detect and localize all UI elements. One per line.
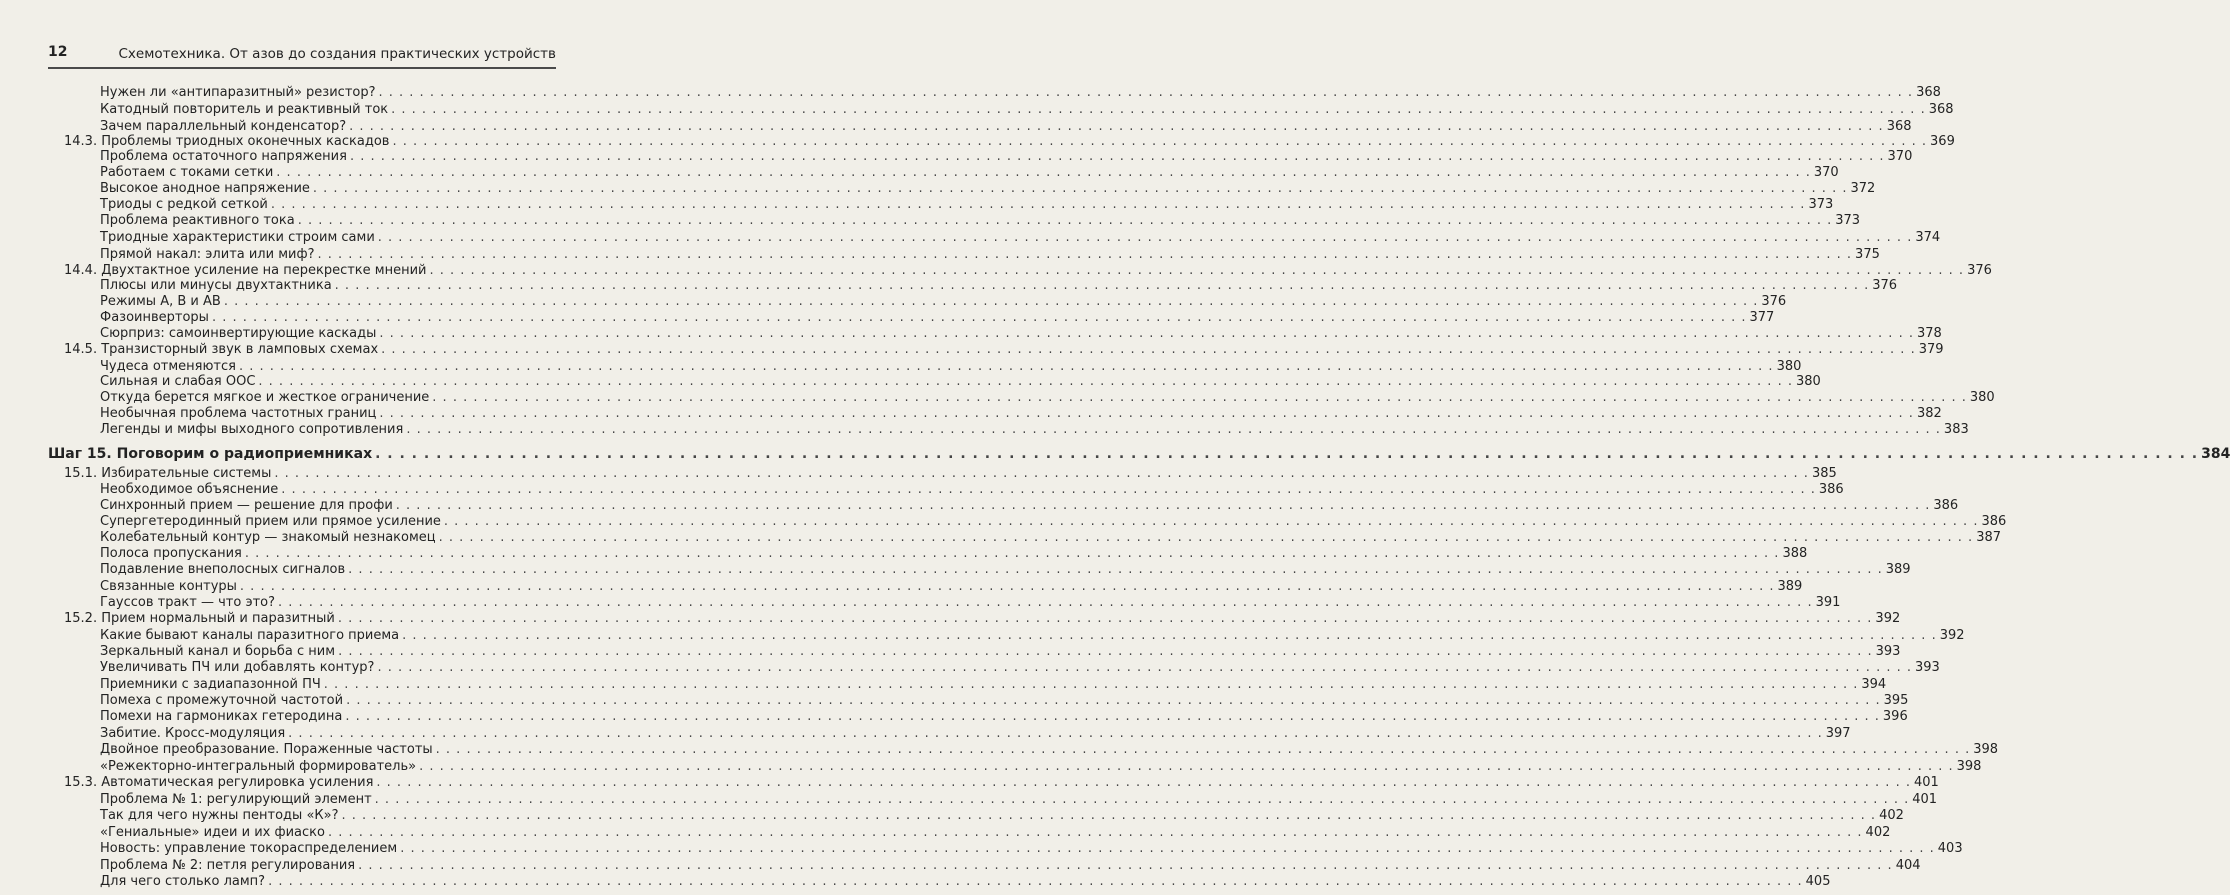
toc-entry-title: Проблема № 1: регулирующий элемент bbox=[100, 792, 372, 807]
toc-entry-title: Приемники с задиапазонной ПЧ bbox=[100, 677, 321, 692]
toc-page-number: 387 bbox=[1976, 530, 2002, 545]
toc-subsection bbox=[100, 807, 1904, 824]
dot-leader: . . . . . . . . . . . . . . . . . . . . . . . . . . . . . . . . . . . . . . . . . . . . . . . . . . . . . . . . . . . . . . . . . . . . . . . . . . . . . . . . . . . . . . . . . . . . . . . . . . . . . . . . . . . . . . . . . . . . . . . . . . . . . . . . . . . . . . . . . . . . . . . . . . . . . . bbox=[276, 165, 1811, 180]
toc-page-number: 373 bbox=[1835, 213, 1861, 228]
toc-page-number: 393 bbox=[1915, 660, 1940, 675]
toc-page-number: 404 bbox=[1895, 858, 1921, 873]
toc-page-number: 391 bbox=[1815, 595, 1841, 610]
toc-page-number: 375 bbox=[1855, 247, 1880, 262]
toc-entry-title: Режимы А, В и АВ bbox=[100, 294, 221, 309]
dot-leader: . . . . . . . . . . . . . . . . . . . . . . . . . . . . . . . . . . . . . . . . . . . . . . . . . . . . . . . . . . . . . . . . . . . . . . . . . . . . . . . . . . . . . . . . . . . . . . . . . . . . . . . . . . . . . . . . . . . . . . . . . . . . . . . . . . . . . . . . . . . . . . . . . . . . . . bbox=[435, 742, 1971, 757]
toc-page-number: 385 bbox=[1811, 466, 1837, 481]
dot-leader: . . . . . . . . . . . . . . . . . . . . . . . . . . . . . . . . . . . . . . . . . . . . . . . . . . . . . . . . . . . . . . . . . . . . . . . . . . . . . . . . . . . . . . . . . . . . . . . . . . . . . . . . . . . . . . . . . . . . . . . . . . . . . . . . . . . . . . . . . . . . . . . . . . . . . . bbox=[381, 342, 1916, 357]
toc-subsection bbox=[100, 529, 2002, 546]
toc-page-number: 379 bbox=[1918, 342, 1944, 357]
toc-subsection bbox=[100, 725, 1851, 742]
dot-leader: . . . . . . . . . . . . . . . . . . . . . . . . . . . . . . . . . . . . . . . . . . . . . . . . . . . . . . . . . . . . . . . . . . . . . . . . . . . . . . . . . . . . . . . . . . . . . . . . . . . . . . . . . . . . . . . . . . . . . . . . . . . . . . . . . . . . . . . . . . . . . . . . . . . . . . bbox=[349, 119, 1884, 134]
toc-subsection bbox=[100, 659, 1940, 676]
toc-entry-title: «Гениальные» идеи и их фиаско bbox=[100, 825, 325, 840]
toc-subsection bbox=[100, 164, 1839, 181]
dot-leader: . . . . . . . . . . . . . . . . . . . . . . . . . . . . . . . . . . . . . . . . . . . . . . . . . . . . . . . . . . . . . . . . . . . . . . . . . . . . . . . . . . . . . . . . . . . . . . . . . . . . . . . . . . . . . . . . . . . . . . . . . . . . . . . . . . . . . . . . . . . . . . . . . . . . . . bbox=[268, 874, 1803, 889]
dot-leader: . . . . . . . . . . . . . . . . . . . . . . . . . . . . . . . . . . . . . . . . . . . . . . . . . . . . . . . . . . . . . . . . . . . . . . . . . . . . . . . . . . . . . . . . . . . . . . . . . . . . . . . . . . . . . . . . . . . . . . . . . . . . . . . . . . . . . . . . . . . . . . . . . . . . . . bbox=[392, 134, 1928, 149]
dot-leader: . . . . . . . . . . . . . . . . . . . . . . . . . . . . . . . . . . . . . . . . . . . . . . . . . . . . . . . . . . . . . . . . . . . . . . . . . . . . . . . . . . . . . . . . . . . . . . . . . . . . . . . . . . . . . . . . . . . . . . . . . . . . . . . . . . . . . . . . . . . . . . . . . . . . . . bbox=[432, 390, 1967, 405]
toc-page-number: 380 bbox=[1795, 374, 1821, 389]
toc-entry-title: 15.1. Избирательные системы bbox=[64, 466, 272, 481]
dot-leader: . . . . . . . . . . . . . . . . . . . . . . . . . . . . . . . . . . . . . . . . . . . . . . . . . . . . . . . . . . . . . . . . . . . . . . . . . . . . . . . . . . . . . . . . . . . . . . . . . . . . . . . . . . . . . . . . . . . . . . . . . . . . . . . . . . . . . . . . . . . . . . . . . . . . . . bbox=[239, 579, 1775, 594]
dot-leader: . . . . . . . . . . . . . . . . . . . . . . . . . . . . . . . . . . . . . . . . . . . . . . . . . . . . . . . . . . . . . . . . . . . . . . . . . . . . . . . . . . . . . . . . . . . . . . . . . . . . . . . . . . . . . . . . . . . . . . . . . . . . . . . . . . . . . . . . . . . . . . . . . . . . . . bbox=[274, 466, 1809, 481]
toc-subsection bbox=[100, 758, 1982, 775]
toc-section bbox=[64, 341, 1944, 358]
toc-page-number: 401 bbox=[1913, 775, 1939, 790]
toc-entry-title: Колебательный контур — знакомый незнакомец bbox=[100, 530, 436, 545]
toc-page-number: 369 bbox=[1930, 134, 1955, 149]
toc-page-number: 402 bbox=[1879, 808, 1904, 823]
toc-subsection bbox=[100, 497, 1959, 514]
dot-leader: . . . . . . . . . . . . . . . . . . . . . . . . . . . . . . . . . . . . . . . . . . . . . . . . . . . . . . . . . . . . . . . . . . . . . . . . . . . . . . . . . . . . . . . . . . . . . . . . . . . . . . . . . . . . . . . . . . . . . . . . . . . . . . . . . . . . . . . . . . . . . . . . . . . . . . bbox=[391, 102, 1926, 117]
toc-entry-title: Подавление внеполосных сигналов bbox=[100, 562, 346, 577]
toc-entry-title: 15.3. Автоматическая регулировка усиления bbox=[64, 775, 374, 790]
dot-leader: . . . . . . . . . . . . . . . . . . . . . . . . . . . . . . . . . . . . . . . . . . . . . . . . . . . . . . . . . . . . . . . . . . . . . . . . . . . . . . . . . . . . . . . . . . . . . . . . . . . . . . . . . . . . . . . . . . . . . . . . . . . . . . . . . . . . . . . . . . . . . . . . . . . . . . bbox=[281, 482, 1816, 497]
dot-leader: . . . . . . . . . . . . . . . . . . . . . . . . . . . . . . . . . . . . . . . . . . . . . . . . . . . . . . . . . . . . . . . . . . . . . . . . . . . . . . . . . . . . . . . . . . . . . . . . . . . . . . . . . . . . . . . . . . . . . . . . . . . . . . . . . . . . . . . . . . . . . . . . . . . . . . bbox=[377, 660, 1913, 675]
dot-leader: . . . . . . . . . . . . . . . . . . . . . . . . . . . . . . . . . . . . . . . . . . . . . . . . . . . . . . . . . . . . . . . . . . . . . . . . . . . . . . . . . . . . . . . . . . . . . . . . . . . . . . . . . . . . . . . . . . . . . . . . . . . . . . . . . . . . . . . . . . . . . . . . . . . . . . bbox=[419, 759, 1954, 774]
dot-leader: . . . . . . . . . . . . . . . . . . . . . . . . . . . . . . . . . . . . . . . . . . . . . . . . . . . . . . . . . . . . . . . . . . . . . . . . . . . . . . . . . . . . . . . . . . . . . . . . . . . . . . . . . . . . . . . . . . . . . . . . . . . . . . . . . . . . . . . . . . . . . . . . . . . . . . bbox=[317, 247, 1853, 262]
toc-entry-title: Проблема остаточного напряжения bbox=[100, 149, 347, 164]
dot-leader: . . . . . . . . . . . . . . . . . . . . . . . . . . . . . . . . . . . . . . . . . . . . . . . . . . . . . . . . . . . . . . . . . . . . . . . . . . . . . . . . . . . . . . . . . . . . . . . . . . . . . . . . . . . . . . . . . . . . . . . . . . . . . . . . . . . . . . . . . . . . . . . . . . . . . . bbox=[376, 775, 1911, 790]
toc-entry-title: Новость: управление токораспределением bbox=[100, 841, 398, 856]
toc-subsection bbox=[100, 545, 1808, 562]
toc-subsection bbox=[100, 84, 1941, 101]
toc-page-number: 372 bbox=[1850, 181, 1876, 196]
toc-subsection bbox=[100, 643, 1901, 660]
dot-leader: . . . . . . . . . . . . . . . . . . . . . . . . . . . . . . . . . . . . . . . . . . . . . . . . . . . . . . . . . . . . . . . . . . . . . . . . . . . . . . . . . . . . . . . . . . . . . . . . . . . . . . . . . . . . . . . . . . . . . . . . . . . . . . . . . . . . . . . . . . . . . . . . . . . . . . bbox=[238, 359, 1774, 374]
toc-subsection bbox=[100, 627, 1965, 644]
toc-entry-title: Высокое анодное напряжение bbox=[100, 181, 310, 196]
toc-section bbox=[64, 610, 1901, 627]
dot-leader: . . . . . . . . . . . . . . . . . . . . . . . . . . . . . . . . . . . . . . . . . . . . . . . . . . . . . . . . . . . . . . . . . . . . . . . . . . . . . . . . . . . . . . . . . . . . . . . . . . . . . . . . . . . . . . . . . . . . . . . . . . . . . . . . . . . . . . . . . . . . . . . . . . . . . . bbox=[323, 677, 1859, 692]
toc-page-number: 368 bbox=[1916, 85, 1941, 100]
toc-subsection bbox=[100, 741, 1999, 758]
toc-section bbox=[64, 465, 1837, 482]
toc-entry-title: Прямой накал: элита или миф? bbox=[100, 247, 315, 262]
toc-entry-title: Откуда берется мягкое и жесткое ограничение bbox=[100, 390, 430, 405]
toc-entry-title: Триоды с редкой сеткой bbox=[100, 197, 268, 212]
toc-page-number: 386 bbox=[1818, 482, 1844, 497]
toc-entry-title: Полоса пропускания bbox=[100, 546, 242, 561]
toc-subsection bbox=[100, 277, 1898, 294]
toc-entry-title: 15.2. Прием нормальный и паразитный bbox=[64, 611, 335, 626]
toc-page-number: 402 bbox=[1865, 825, 1891, 840]
toc-entry-title: Необычная проблема частотных границ bbox=[100, 406, 377, 421]
toc-subsection bbox=[100, 309, 1775, 326]
toc-page-number: 392 bbox=[1939, 628, 1965, 643]
dot-leader: . . . . . . . . . . . . . . . . . . . . . . . . . . . . . . . . . . . . . . . . . . . . . . . . . . . . . . . . . . . . . . . . . . . . . . . . . . . . . . . . . . . . . . . . . . . . . . . . . . . . . . . . . . . . . . . . . . . . . . . . . . . . . . . . . . . . . . . . . . . . . . . . . . . . . . bbox=[377, 230, 1913, 245]
toc-subsection bbox=[100, 824, 1891, 841]
dot-leader: . . . . . . . . . . . . . . . . . . . . . . . . . . . . . . . . . . . . . . . . . . . . . . . . . . . . . . . . . . . . . . . . . . . . . . . . . . . . . . . . . . . . . . . . . . . . . . . . . . . . . . . . . . . . . . . . . . . . . . . . . . . . . . . . . . . . . . . . . . . . . . . . . . . . . . bbox=[297, 213, 1833, 228]
toc-entry-title: Для чего столько ламп? bbox=[100, 874, 266, 889]
toc-entry-title: Необходимое объяснение bbox=[100, 482, 279, 497]
dot-leader: . . . . . . . . . . . . . . . . . . . . . . . . . . . . . . . . . . . . . . . . . . . . . . . . . . . . . . . . . . . . . . . . . . . . . . . . . . . . . . . . . . . . . . . . . . . . . . . . . . . . . . . . . . . . . . . . . . . . . . . . . . . . . . . . . . . . . . . . . . . . . . . . . . . . . . bbox=[379, 326, 1914, 341]
toc-subsection bbox=[100, 708, 1908, 725]
toc-subsection bbox=[100, 791, 1938, 808]
toc-page-number: 376 bbox=[1872, 278, 1898, 293]
dot-leader: . . . . . . . . . . . . . . . . . . . . . . . . . . . . . . . . . . . . . . . . . . . . . . . . . . . . . . . . . . . . . . . . . . . . . . . . . . . . . . . . . . . . . . . . . . . . . . . . . . . . . . . . . . . . . . . . . . . . . . . . . . . . . . . . . . . . . . . . . . . . . . . . . . . . . . bbox=[374, 792, 1910, 807]
toc-subsection bbox=[100, 873, 1831, 890]
toc-page-number: 376 bbox=[1761, 294, 1787, 309]
toc-subsection bbox=[100, 578, 1803, 595]
toc-entry-title: Работаем с токами сетки bbox=[100, 165, 274, 180]
toc-page-number: 394 bbox=[1861, 677, 1887, 692]
toc-page-number: 380 bbox=[1969, 390, 1995, 405]
toc-subsection bbox=[100, 180, 1876, 197]
dot-leader: . . . . . . . . . . . . . . . . . . . . . . . . . . . . . . . . . . . . . . . . . . . . . . . . . . . . . . . . . . . . . . . . . . . . . . . . . . . . . . . . . . . . . . . . . . . . . . . . . . . . . . . . . . . . . . . . . . . . . . . . . . . . . . . . . . . . . . . . . . . . . . . . . . . . . . bbox=[402, 628, 1937, 643]
toc-subsection bbox=[100, 246, 1880, 263]
header-rule bbox=[48, 67, 556, 69]
dot-leader: . . . . . . . . . . . . . . . . . . . . . . . . . . . . . . . . . . . . . . . . . . . . . . . . . . . . . . . . . . . . . . . . . . . . . . . . . . . . . . . . . . . . . . . . . . . . . . . . . . . . . . . . . . . . . . . . . . . . . . . . . . . . . . . . . . . . . . . . . . . . . . . . . . . . . . bbox=[379, 406, 1914, 421]
toc-entry-title: Проблема № 2: петля регулирования bbox=[100, 858, 356, 873]
toc-subsection bbox=[100, 325, 1942, 342]
toc-subsection bbox=[100, 421, 1969, 438]
toc-entry-title: Синхронный прием — решение для профи bbox=[100, 498, 393, 513]
dot-leader: . . . . . . . . . . . . . . . . . . . . . . . . . . . . . . . . . . . . . . . . . . . . . . . . . . . . . . . . . . . . . . . . . . . . . . . . . . . . . . . . . . . . . . . . . . . . . . . . . . . . . . . . . . . . . . . . . . . . . . . . . . . . . . . . . . . . . . . . . . . . . . . . . . . . . . bbox=[346, 693, 1881, 708]
dot-leader: . . . . . . . . . . . . . . . . . . . . . . . . . . . . . . . . . . . . . . . . . . . . . . . . . . . . . . . . . . . . . . . . . . . . . . . . . . . . . . . . . . . . . . . . . . . . . . . . . . . . . . . . . . . . . . . . . . . . . . . . . . . . . . . . . . . . . . . . . . . . . . . . . . . . . . bbox=[258, 374, 1793, 389]
toc-page-number: 397 bbox=[1825, 726, 1851, 741]
toc-page-number: 396 bbox=[1882, 709, 1908, 724]
dot-leader: . . . . . . . . . . . . . . . . . . . . . . . . . . . . . . . . . . . . . . . . . . . . . . . . . . . . . . . . . . . . . . . . . . . . . . . . . . . . . . . . . . . . . . . . . . . . . . . . . . . . . . . . . . . . . . . . . . . . . . . . . . . . . . . . . . . . . . . . . . . . . . . . . . . . . . bbox=[406, 422, 1941, 437]
toc-page-number: 393 bbox=[1875, 644, 1901, 659]
toc-page-number: 374 bbox=[1915, 230, 1941, 245]
toc-page-number: 398 bbox=[1956, 759, 1982, 774]
toc-subsection bbox=[100, 561, 1911, 578]
toc-entry-title: Триодные характеристики строим сами bbox=[100, 230, 375, 245]
toc-page-number: 373 bbox=[1808, 197, 1834, 212]
dot-leader: . . . . . . . . . . . . . . . . . . . . . . . . . . . . . . . . . . . . . . . . . . . . . . . . . . . . . . . . . . . . . . . . . . . . . . . . . . . . . . . . . . . . . . . . . . . . . . . . . . . . . . . . . . . . . . . . . . . . . . . . . . . . . . . . . . . . . . . . . . . . . . . . . . . . . . bbox=[327, 825, 1863, 840]
toc-entry-title: Увеличивать ПЧ или добавлять контур? bbox=[100, 660, 375, 675]
dot-leader: . . . . . . . . . . . . . . . . . . . . . . . . . . . . . . . . . . . . . . . . . . . . . . . . . . . . . . . . . . . . . . . . . . . . . . . . . . . . . . . . . . . . . . . . . . . . . . . . . . . . . . . . . . . . . . . . . . . . . . . . . . . . . . . . . . . . . . . . . . . . . . . . . . . . . . bbox=[378, 85, 1914, 100]
toc-entry-title: 14.3. Проблемы триодных оконечных каскадов bbox=[64, 134, 390, 149]
dot-leader: . . . . . . . . . . . . . . . . . . . . . . . . . . . . . . . . . . . . . . . . . . . . . . . . . . . . . . . . . . . . . . . . . . . . . . . . . . . . . . . . . . . . . . . . . . . . . . . . . . . . . . . . . . . . . . . . . . . . . . . . . . . . . . . . . . . . . . . . . . . . . . . . . . . . . . bbox=[400, 841, 1935, 856]
toc-entry-title: Сюрприз: самоинвертирующие каскады bbox=[100, 326, 377, 341]
toc-page-number: 378 bbox=[1916, 326, 1942, 341]
toc-subsection bbox=[100, 857, 1921, 874]
toc-page-number: 398 bbox=[1973, 742, 1999, 757]
toc-subsection bbox=[100, 293, 1787, 310]
toc-subsection bbox=[100, 389, 1995, 406]
dot-leader: . . . . . . . . . . . . . . . . . . . . . . . . . . . . . . . . . . . . . . . . . . . . . . . . . . . . . . . . . . . . . . . . . . . . . . . . . . . . . . . . . . . . . . . . . . . . . . . . . . . . . . . . . . . . . . . . . . . . . . . . . . . . . . . . . . . . . . . . . . . . . . . . . . . . . . bbox=[341, 808, 1877, 823]
dot-leader: . . . . . . . . . . . . . . . . . . . . . . . . . . . . . . . . . . . . . . . . . . . . . . . . . . . . . . . . . . . . . . . . . . . . . . . . . . . . . . . . . . . . . . . . . . . . . . . . . . . . . . . . . . . . . . . . . . . . . . . . . . . . . . . . . . . . . . . . . . . . . . . . . . . . . . bbox=[288, 726, 1823, 741]
toc-entry-title: Легенды и мифы выходного сопротивления bbox=[100, 422, 404, 437]
toc-page-number: 377 bbox=[1749, 310, 1775, 325]
dot-leader: . . . . . . . . . . . . . . . . . . . . . . . . . . . . . . . . . . . . . . . . . . . . . . . . . . . . . . . . . . . . . . . . . . . . . . . . . . . . . . . . . . . . . . . . . . . . . . . . . . . . . . . . . . . . . . . . . . . . . . . . . . . . . . . . . . . . . . . . . . . . . . . . . . . . . . bbox=[358, 858, 1893, 873]
toc-entry-title: Двойное преобразование. Пораженные частоты bbox=[100, 742, 433, 757]
toc-page-number: 368 bbox=[1886, 119, 1912, 134]
toc-page-number: 383 bbox=[1943, 422, 1969, 437]
toc-page-number: 382 bbox=[1916, 406, 1942, 421]
dot-leader: . . . . . . . . . . . . . . . . . . . . . . . . . . . . . . . . . . . . . . . . . . . . . . . . . . . . . . . . . . . . . . . . . . . . . . . . . . . . . . . . . . . . . . . . . . . . . . . . . . . . . . . . . . . . . . . . . . . . . . . . . . . . . . . . . . . . . . . . . . . . . . . . . . . . . . bbox=[334, 278, 1870, 293]
toc-subsection bbox=[100, 373, 1821, 390]
toc-entry-title: Супергетеродинный прием или прямое усиление bbox=[100, 514, 441, 529]
toc-subsection bbox=[100, 594, 1841, 611]
toc-subsection bbox=[100, 676, 1887, 693]
toc-subsection bbox=[100, 148, 1913, 165]
toc-page-number: 405 bbox=[1805, 874, 1831, 889]
toc-subsection bbox=[100, 692, 1909, 709]
toc-entry-title: Плюсы или минусы двухтактника bbox=[100, 278, 332, 293]
dot-leader: . . . . . . . . . . . . . . . . . . . . . . . . . . . . . . . . . . . . . . . . . . . . . . . . . . . . . . . . . . . . . . . . . . . . . . . . . . . . . . . . . . . . . . . . . . . . . . . . . . . . . . . . . . . . . . . . . . . . . . . . . . . . . . . . . . . . . . . . . . . . . . . . . . . . . . bbox=[429, 263, 1965, 278]
toc-page-number: 401 bbox=[1912, 792, 1938, 807]
dot-leader: . . . . . . . . . . . . . . . . . . . . . . . . . . . . . . . . . . . . . . . . . . . . . . . . . . . . . . . . . . . . . . . . . . . . . . . . . . . . . . . . . . . . . . . . . . . . . . . . . . . . . . . . . . . . . . . . . . . . . . . . . . . . . . . . . . . . . . . . . . . . . . . . . . . . . . bbox=[338, 644, 1873, 659]
toc-subsection bbox=[100, 196, 1834, 213]
toc-entry-title: Забитие. Кросс-модуляция bbox=[100, 726, 286, 741]
toc-entry-title: Фазоинверторы bbox=[100, 310, 209, 325]
dot-leader: . . . . . . . . . . . . . . . . . . . . . . . . . . . . . . . . . . . . . . . . . . . . . . . . . . . . . . . . . . . . . . . . . . . . . . . . . . . . . . . . . . . . . . . . . . . . . . . . . . . . . . . . . . . . . . . . . . . . . . . . . . . . . . . . . . . . . . . . . . . . . . . . . . . . . . bbox=[349, 149, 1885, 164]
toc-entry-title: Шаг 15. Поговорим о радиоприемниках bbox=[48, 446, 373, 462]
toc-section bbox=[64, 774, 1939, 791]
toc-entry-title: Нужен ли «антипаразитный» резистор? bbox=[100, 85, 376, 100]
toc-entry-title: Какие бывают каналы паразитного приема bbox=[100, 628, 400, 643]
toc-subsection bbox=[100, 513, 2007, 530]
toc-subsection bbox=[100, 101, 1954, 118]
toc-entry-title: Проблема реактивного тока bbox=[100, 213, 295, 228]
toc-entry-title: Чудеса отменяются bbox=[100, 359, 236, 374]
toc-page-number: 395 bbox=[1883, 693, 1909, 708]
running-title: Схемотехника. От азов до создания практических устройств bbox=[118, 46, 556, 62]
dot-leader: . . . . . . . . . . . . . . . . . . . . . . . . . . . . . . . . . . . . . . . . . . . . . . . . . . . . . . . . . . . . . . . . . . . . . . . . . . . . . . . . . . . . . . . . . . . . . . . . . . . . . . . . . . . . . . . . . . . . . . . . . . . . . . . . . . . . . . . . . . . . . . . . . . . . . . bbox=[337, 611, 1873, 626]
toc-entry-title: Помехи на гармониках гетеродина bbox=[100, 709, 343, 724]
toc-entry-title: Связанные контуры bbox=[100, 579, 237, 594]
toc-entry-title: 14.4. Двухтактное усиление на перекрестке мнений bbox=[64, 263, 427, 278]
toc-entry-title: Зачем параллельный конденсатор? bbox=[100, 119, 347, 134]
dot-leader: . . . . . . . . . . . . . . . . . . . . . . . . . . . . . . . . . . . . . . . . . . . . . . . . . . . . . . . . . . . . . . . . . . . . . . . . . . . . . . . . . . . . . . . . . . . . . . . . . . . . . . . . . . . . . . . . . . . . . . . . . . . . . . . . . . . . . . . . . . . . . . . . . . . . . . bbox=[244, 546, 1780, 561]
toc-entry-title: Гауссов тракт — что это? bbox=[100, 595, 276, 610]
toc-page-number: 389 bbox=[1885, 562, 1911, 577]
dot-leader: . . . . . . . . . . . . . . . . . . . . . . . . . . . . . . . . . . . . . . . . . . . . . . . . . . . . . . . . . . . . . . . . . . . . . . . . . . . . . . . . . . . . . . . . . . . . . . . . . . . . . . . . . . . . . . . . . . . . . . . . . . . . . . . . . . . . . . . . . . . . . . . . . . . . . . bbox=[211, 310, 1747, 325]
dot-leader: . . . . . . . . . . . . . . . . . . . . . . . . . . . . . . . . . . . . . . . . . . . . . . . . . . . . . . . . . . . . . . . . . . . . . . . . . . . . . . . . . . . . . . . . . . . . . . . . . . . . . . . . . . . . . . . . . . . . . . . . . . . . . . . . . . . . . . . . . . . . . . . . . . . . . . bbox=[278, 595, 1813, 610]
toc-page-number: 380 bbox=[1776, 359, 1802, 374]
dot-leader: . . . . . . . . . . . . . . . . . . . . . . . . . . . . . . . . . . . . . . . . . . . . . . . . . . . . . . . . . . . . . . . . . . . . . . . . . . . . . . . . . . . . . . . . . . . . . . . . . . . . . . . . . . . . . . . . . . . . . . . . . . . . . . . . . . . . . . . . . . . . . . . . . . . . . . bbox=[438, 530, 1974, 545]
toc-page-number: 376 bbox=[1967, 263, 1992, 278]
toc-page-number: 370 bbox=[1887, 149, 1913, 164]
toc-entry-title: Катодный повторитель и реактивный ток bbox=[100, 102, 389, 117]
dot-leader: . . . . . . . . . . . . . . . . . . . . . . . . . . . . . . . . . . . . . . . . . . . . . . . . . . . . . . . . . . . . . . . . . . . . . . . . . . . . . . . . . . . . . . . . . . . . . . . . . . . . . . . . . . . . . . . . . . . . . . . . . . . . . . . . . . . . . . . . . . . . . . . . . . . . . . bbox=[348, 562, 1883, 577]
dot-leader: . . . . . . . . . . . . . . . . . . . . . . . . . . . . . . . . . . . . . . . . . . . . . . . . . . . . . . . . . . . . . . . . . . . . . . . . . . . . . . . . . . . . . . . . . . . . . . . . . . . . . . . . . . . . . . . . . . . . . . . . . . . . . . . . . . . . . . . . . . . . . . . . . . . . . . bbox=[345, 709, 1880, 724]
toc-entry-title: «Режекторно-интегральный формирователь» bbox=[100, 759, 417, 774]
dot-leader: . . . . . . . . . . . . . . . . . . . . . . . . . . . . . . . . . . . . . . . . . . . . . . . . . . . . . . . . . . . . . . . . . . . . . . . . . . . . . . . . . . . . . . . . . . . . . . . . . . . . . . . . . . . . . . . . . . . . . . . . . . . . . . . . . . . . . . . . . . . . . . . . . . . . . . bbox=[270, 197, 1806, 212]
toc-subsection bbox=[100, 212, 1861, 229]
toc-entry-title: Сильная и слабая ООС bbox=[100, 374, 256, 389]
toc-page-number: 386 bbox=[1933, 498, 1959, 513]
toc-entry-title: Так для чего нужны пентоды «К»? bbox=[100, 808, 339, 823]
toc-subsection bbox=[100, 229, 1941, 246]
toc-chapter bbox=[48, 446, 2230, 463]
dot-leader: . . . . . . . . . . . . . . . . . . . . . . . . . . . . . . . . . . . . . . . . . . . . . . . . . . . . . . . . . . . . . . . . . . . . . . . . . . . . . . . . . . . . . . . . . . . . . . . . . . . . . . . . . . . . . . . . . . . . . . . . . . . . . . . . . . . . . . . . . . . . . . . . . . . . . . bbox=[312, 181, 1848, 196]
toc-page-number: 386 bbox=[1981, 514, 2007, 529]
toc-page-number: 384 bbox=[2201, 446, 2230, 462]
toc-page-number: 370 bbox=[1813, 165, 1839, 180]
toc-subsection bbox=[100, 405, 1942, 422]
dot-leader: . . . . . . . . . . . . . . . . . . . . . . . . . . . . . . . . . . . . . . . . . . . . . . . . . . . . . . . . . . . . . . . . . . . . . . . . . . . . . . . . . . . . . . . . . . . . . . . . . . . . . . . . . . . . . . . . . . . . . . . . . . . . . . . . . . . . . . . . . . . . . . . . . . . . . . bbox=[223, 294, 1759, 309]
toc-entry-title: Зеркальный канал и борьба с ним bbox=[100, 644, 336, 659]
dot-leader: . . . . . . . . . . . . . . . . . . . . . . . . . . . . . . . . . . . . . . . . . . . . . . . . . . . . . . . . . . . . . . . . . . . . . . . . . . . . . . . . . . . . . . . . . . . . . . . . . . . . . . . . . . . . . . . . . . . . . . . . . . . . . . . . . . . . . . . . . . . . . . . . . . . . . . bbox=[395, 498, 1931, 513]
toc-entry-title: Помеха с промежуточной частотой bbox=[100, 693, 344, 708]
toc-subsection bbox=[100, 840, 1963, 857]
toc-page-number: 388 bbox=[1782, 546, 1808, 561]
toc-page-number: 389 bbox=[1777, 579, 1803, 594]
toc-page-number: 368 bbox=[1928, 102, 1954, 117]
page-header bbox=[48, 40, 556, 72]
page-number: 12 bbox=[48, 44, 68, 60]
toc-entry-title: 14.5. Транзисторный звук в ламповых схемах bbox=[64, 342, 379, 357]
toc-page-number: 392 bbox=[1875, 611, 1901, 626]
toc-subsection bbox=[100, 481, 1844, 498]
dot-leader: . . . . . . . . . . . . . . . . . . . . . . . . . . . . . . . . . . . . . . . . . . . . . . . . . . . . . . . . . . . . . . . . . . . . . . . . . . . . . . . . . . . . . . . . . . . . . . . . . . . . . . . . . . . . . . . . . . . . . . . . . . . . . . . . . . . . . . . . . . . . . . . . . . . . . . bbox=[375, 446, 2199, 462]
toc-page-number: 403 bbox=[1937, 841, 1963, 856]
dot-leader: . . . . . . . . . . . . . . . . . . . . . . . . . . . . . . . . . . . . . . . . . . . . . . . . . . . . . . . . . . . . . . . . . . . . . . . . . . . . . . . . . . . . . . . . . . . . . . . . . . . . . . . . . . . . . . . . . . . . . . . . . . . . . . . . . . . . . . . . . . . . . . . . . . . . . . bbox=[443, 514, 1979, 529]
